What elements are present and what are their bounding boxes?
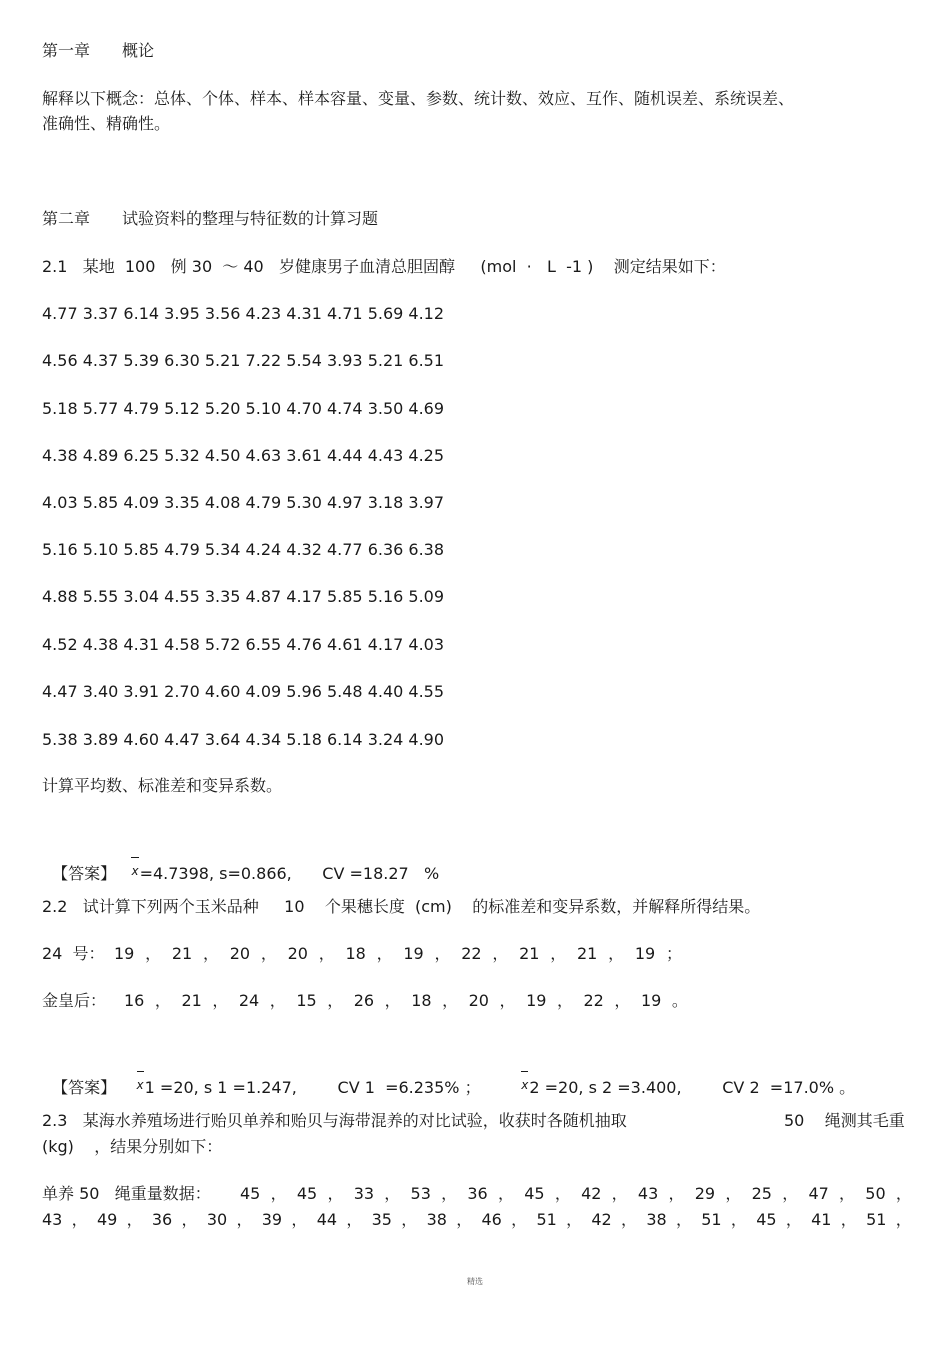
value-cell: ， [511,1210,528,1229]
value-cell: 。 [671,991,688,1010]
value-cell: 30 [206,1210,228,1229]
q21-data-row: 4.88 5.55 3.04 4.55 3.35 4.87 4.17 5.85 5.16 5.09 [42,587,445,606]
value-cell: 21 [181,991,202,1010]
value-cell: 19 [526,991,547,1010]
value-cell: ， [895,1184,912,1203]
value-cell: ； [665,944,682,963]
q21-data-row: 5.38 3.89 4.60 4.47 3.64 4.34 5.18 6.14 3.24 4.90 [42,730,445,749]
answer-label: 【答案】 [52,1078,117,1097]
value-cell: 20 [229,944,251,963]
value-cell: ， [318,944,335,963]
value-cell: 47 [808,1184,829,1203]
value-cell: ， [725,1184,742,1203]
value-cell: 15 [296,991,317,1010]
value-cell: ， [236,1210,253,1229]
value-cell: ， [839,1184,856,1203]
value-cell: 21 [577,944,598,963]
value-cell: ， [785,1210,802,1229]
value-cell: ， [71,1210,88,1229]
value-cell: 18 [411,991,432,1010]
value-cell: 19 [114,944,135,963]
value-cell: 43 [42,1210,63,1229]
xbar-symbol: x [131,861,138,881]
value-cell: 42 [581,1184,602,1203]
xbar-symbol: x [521,1075,528,1095]
value-cell: 50 [865,1184,886,1203]
q23-data-values-line2 [42,1210,912,1230]
value-cell: 19 [403,944,424,963]
q22-row-jinhuanghou-label: 金皇后： [42,991,107,1010]
value-cell: 39 [261,1210,283,1229]
value-cell: 46 [481,1210,502,1229]
q23-data-values-line1 [240,1184,912,1204]
q21-task: 计算平均数、标准差和变异系数。 [42,776,283,795]
value-cell: 16 [124,991,145,1010]
q22-row-jinhuanghou-values [124,991,688,1011]
q21-data-row: 4.56 4.37 5.39 6.30 5.21 7.22 5.54 3.93 5.21 6.51 [42,351,445,370]
q23-question-line2: (kg) ，结果分别如下： [42,1137,223,1156]
value-cell: 19 [634,944,656,963]
value-cell: ， [126,1210,143,1229]
value-cell: ， [384,1184,401,1203]
q22-question: 2.2 试计算下列两个玉米品种 10 个果穗长度 (cm) 的标准差和变异系数，并解释所得结果。 [42,897,761,916]
value-cell: ， [442,991,459,1010]
value-cell: 24 [238,991,260,1010]
value-cell: 49 [96,1210,118,1229]
q23-data-label: 单养 50 绳重量数据： [42,1184,211,1203]
value-cell: ， [556,991,573,1010]
q23-question-line1-end: 50 绳测其毛重 [784,1111,905,1130]
value-cell: ， [895,1210,912,1229]
value-cell: ， [434,944,451,963]
value-cell: 22 [461,944,482,963]
value-cell: ， [456,1210,473,1229]
value-cell: ， [499,991,516,1010]
value-cell: ， [327,991,344,1010]
value-cell: ， [269,991,286,1010]
value-cell: 19 [640,991,662,1010]
value-cell: 18 [345,944,366,963]
value-cell: ， [497,1184,514,1203]
value-cell: 36 [151,1210,173,1229]
value-cell: 25 [751,1184,772,1203]
chapter2-title: 第二章 试验资料的整理与特征数的计算习题 [42,209,379,228]
q23-question-line1: 2.3 某海水养殖场进行贻贝单养和贻贝与海带混养的对比试验，收获时各随机抽取 [42,1111,627,1130]
value-cell: ， [730,1210,747,1229]
value-cell: ， [611,1184,628,1203]
answer-values-part1: 1 =20, s 1 =1.247, CV 1 =6.235% ； [144,1078,481,1097]
q21-answer [42,841,439,884]
value-cell: ， [621,1210,638,1229]
value-cell: 42 [591,1210,612,1229]
value-cell: ， [550,944,567,963]
value-cell: 38 [646,1210,667,1229]
value-cell: ， [840,1210,857,1229]
value-cell: 51 [701,1210,722,1229]
value-cell: 20 [287,944,308,963]
value-cell: 41 [811,1210,832,1229]
answer-values: =4.7398, s=0.866, CV =18.27 % [139,864,440,883]
value-cell: ， [270,1184,287,1203]
value-cell: 21 [519,944,540,963]
value-cell: 36 [467,1184,488,1203]
value-cell: ， [384,991,401,1010]
q21-data-row: 5.18 5.77 4.79 5.12 5.20 5.10 4.70 4.74 3.50 4.69 [42,399,445,418]
q21-data-row: 5.16 5.10 5.85 4.79 5.34 4.24 4.32 4.77 6.36 6.38 [42,540,445,559]
value-cell: ， [181,1210,198,1229]
answer-values-part2: 2 =20, s 2 =3.400, CV 2 =17.0% 。 [529,1078,856,1097]
chapter1-title: 第一章 概论 [42,41,155,60]
value-cell: ， [566,1210,583,1229]
value-cell: ， [401,1210,418,1229]
value-cell: ， [212,991,229,1010]
value-cell: ， [608,944,625,963]
answer-label: 【答案】 [52,864,117,883]
q22-answer [42,1055,855,1098]
q21-data-row: 4.52 4.38 4.31 4.58 5.72 6.55 4.76 4.61 4.17 4.03 [42,635,445,654]
q22-row-24-values [114,944,682,964]
value-cell: ， [291,1210,308,1229]
q21-data-row: 4.47 3.40 3.91 2.70 4.60 4.09 5.96 5.48 4.40 4.55 [42,682,445,701]
value-cell: 51 [866,1210,887,1229]
value-cell: 45 [756,1210,777,1229]
value-cell: 38 [426,1210,447,1229]
value-cell: ， [782,1184,799,1203]
value-cell: ， [554,1184,571,1203]
value-cell: 43 [637,1184,659,1203]
value-cell: 44 [316,1210,338,1229]
value-cell: 21 [171,944,193,963]
value-cell: 29 [694,1184,716,1203]
value-cell: ， [327,1184,344,1203]
value-cell: ， [492,944,509,963]
value-cell: 26 [353,991,375,1010]
q21-data-row: 4.77 3.37 6.14 3.95 3.56 4.23 4.31 4.71 5.69 4.12 [42,304,445,323]
value-cell: 45 [296,1184,318,1203]
value-cell: 22 [583,991,604,1010]
value-cell: 45 [240,1184,261,1203]
value-cell: ， [614,991,631,1010]
value-cell: ， [154,991,171,1010]
value-cell: ， [145,944,162,963]
value-cell: 53 [410,1184,431,1203]
value-cell: ， [346,1210,363,1229]
value-cell: ， [675,1210,692,1229]
value-cell: ， [376,944,393,963]
value-cell: 45 [524,1184,545,1203]
q21-question: 2.1 某地 100 例 30 ～ 40 岁健康男子血清总胆固醇 (mol · L -1 ) 测定结果如下： [42,257,726,276]
q21-data-row: 4.38 4.89 6.25 5.32 4.50 4.63 3.61 4.44 4.43 4.25 [42,446,445,465]
chapter1-concepts-line1: 解释以下概念：总体、个体、样本、样本容量、变量、参数、统计数、效应、互作、随机误差、系统误差、 [42,89,795,108]
value-cell: ， [441,1184,458,1203]
value-cell: ， [668,1184,685,1203]
xbar-symbol: x [137,1075,144,1095]
q21-data-row: 4.03 5.85 4.09 3.35 4.08 4.79 5.30 4.97 3.18 3.97 [42,493,445,512]
value-cell: ， [202,944,219,963]
value-cell: 35 [371,1210,392,1229]
value-cell: 33 [353,1184,375,1203]
q22-row-24-label: 24 号： [42,944,105,963]
value-cell: 20 [468,991,489,1010]
page-footer: 精选 [467,1277,483,1286]
chapter1-concepts-line2: 准确性、精确性。 [42,114,171,133]
value-cell: ， [260,944,277,963]
value-cell: 51 [536,1210,557,1229]
